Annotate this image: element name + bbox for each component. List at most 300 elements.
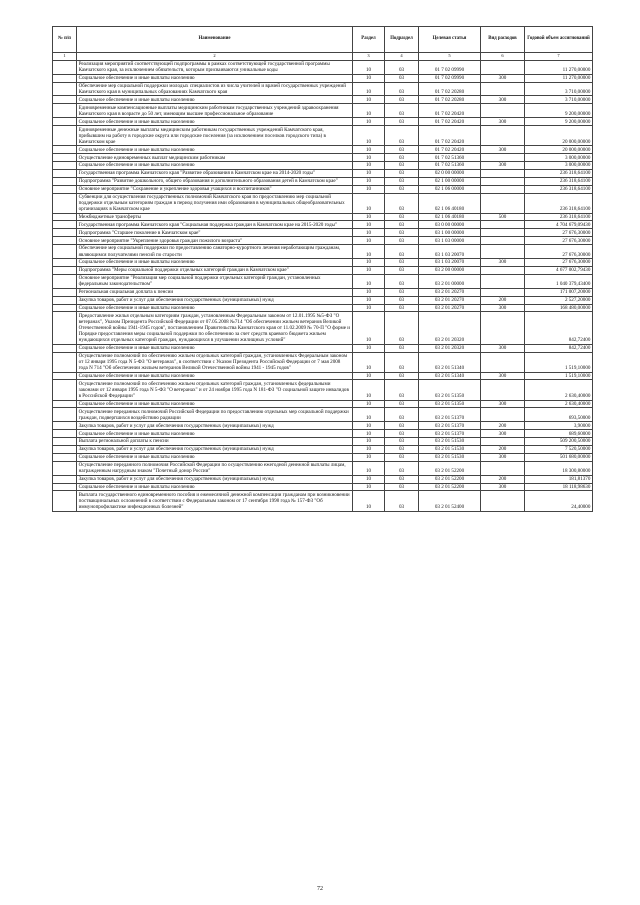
row-razdel-cell: 10 — [353, 453, 385, 461]
row-expense-type-cell — [481, 185, 525, 193]
row-razdel-cell: 10 — [353, 304, 385, 312]
row-name-cell: Единовременные денежные выплаты медицинским работникам государственных учреждений Камчатского края, прибывшим на работу в городские округа или городские поселения (за исключением поселков городского типа) в Камчатском крае — [77, 126, 353, 146]
row-expense-type-cell: 300 — [481, 304, 525, 312]
row-amount-cell: 168 480,00000 — [525, 304, 593, 312]
table-row — [53, 288, 593, 296]
row-target-article-cell: 03 1 03 20070 — [419, 245, 481, 259]
budget-table — [52, 26, 593, 512]
row-name-cell: Социальное обеспечение и иные выплаты населению — [77, 372, 353, 380]
row-target-article-cell: 03 2 01 51350 — [419, 380, 481, 400]
row-razdel-cell: 10 — [353, 438, 385, 446]
row-podrazdel-cell: 03 — [385, 483, 419, 491]
row-name-cell: Реализация мероприятий соответствующей подпрограммы в рамках соответствующей государственной программы Камчатского края, за исключением обязательств, которым присваиваются уникальные коды — [77, 60, 353, 74]
row-number-cell — [53, 312, 77, 344]
row-razdel-cell: 10 — [353, 229, 385, 237]
row-number-cell — [53, 118, 77, 126]
row-name-cell: Закупка товаров, работ и услуг для обеспечения государственных (муниципальных) нужд — [77, 296, 353, 304]
row-razdel-cell: 10 — [353, 162, 385, 170]
row-amount-cell: 9 200,00000 — [525, 118, 593, 126]
row-expense-type-cell — [481, 491, 525, 511]
table-row — [53, 60, 593, 74]
row-expense-type-cell — [481, 229, 525, 237]
row-number-cell — [53, 438, 77, 446]
header-row — [53, 27, 593, 53]
table-row — [53, 352, 593, 372]
row-amount-cell: 2 630,40000 — [525, 380, 593, 400]
row-amount-cell: 27 676,30000 — [525, 245, 593, 259]
row-amount-cell: 236 318,64100 — [525, 177, 593, 185]
table-row — [53, 475, 593, 483]
row-expense-type-cell: 300 — [481, 162, 525, 170]
row-razdel-cell: 10 — [353, 213, 385, 221]
row-podrazdel-cell: 03 — [385, 213, 419, 221]
row-expense-type-cell: 300 — [481, 400, 525, 408]
row-amount-cell: 236 318,64100 — [525, 193, 593, 213]
row-expense-type-cell — [481, 177, 525, 185]
row-razdel-cell: 10 — [353, 491, 385, 511]
row-expense-type-cell — [481, 221, 525, 229]
row-name-cell: Выплата региональной доплаты к пенсии — [77, 438, 353, 446]
row-razdel-cell: 10 — [353, 221, 385, 229]
row-name-cell: Осуществление полномочий по обеспечению жильем отдельных категорий граждан, установленных федеральными законами от 12 января 1995 года N 5-ФЗ "О ветеранах" и от 24 ноября 1995 года N 181-ФЗ "О социальной защите инвалидов в Российской Федерации" — [77, 380, 353, 400]
row-podrazdel-cell: 03 — [385, 185, 419, 193]
row-razdel-cell: 10 — [353, 146, 385, 154]
row-podrazdel-cell: 03 — [385, 245, 419, 259]
row-razdel-cell: 10 — [353, 185, 385, 193]
row-expense-type-cell: 300 — [481, 430, 525, 438]
row-podrazdel-cell: 03 — [385, 104, 419, 118]
row-number-cell — [53, 408, 77, 422]
row-expense-type-cell — [481, 438, 525, 446]
row-target-article-cell: 03 2 00 00000 — [419, 266, 481, 274]
row-podrazdel-cell: 03 — [385, 96, 419, 104]
row-amount-cell: 171 007,20000 — [525, 288, 593, 296]
row-amount-cell: 842,72400 — [525, 344, 593, 352]
row-razdel-cell: 10 — [353, 483, 385, 491]
row-amount-cell: 236 318,64100 — [525, 213, 593, 221]
row-expense-type-cell — [481, 193, 525, 213]
table-row — [53, 344, 593, 352]
row-target-article-cell: 03 2 01 52400 — [419, 491, 481, 511]
row-amount-cell: 20 000,00000 — [525, 126, 593, 146]
row-expense-type-cell: 200 — [481, 475, 525, 483]
row-razdel-cell: 10 — [353, 445, 385, 453]
row-podrazdel-cell: 03 — [385, 221, 419, 229]
col-number: 2 — [77, 52, 353, 60]
row-podrazdel-cell: 03 — [385, 296, 419, 304]
row-expense-type-cell — [481, 169, 525, 177]
row-target-article-cell: 03 1 03 00000 — [419, 237, 481, 245]
row-target-article-cell: 02 1 06 40180 — [419, 213, 481, 221]
row-podrazdel-cell: 03 — [385, 60, 419, 74]
table-row — [53, 259, 593, 267]
table-row — [53, 245, 593, 259]
row-number-cell — [53, 453, 77, 461]
row-podrazdel-cell: 03 — [385, 304, 419, 312]
table-row — [53, 445, 593, 453]
row-number-cell — [53, 229, 77, 237]
table-row — [53, 177, 593, 185]
row-number-cell — [53, 491, 77, 511]
row-name-cell: Закупка товаров, работ и услуг для обеспечения государственных (муниципальных) нужд — [77, 422, 353, 430]
table-row — [53, 483, 593, 491]
row-target-article-cell: 01 7 02 51360 — [419, 162, 481, 170]
table-row — [53, 461, 593, 475]
row-amount-cell: 9 200,00000 — [525, 104, 593, 118]
row-target-article-cell: 01 7 02 20280 — [419, 82, 481, 96]
row-podrazdel-cell: 03 — [385, 430, 419, 438]
row-target-article-cell: 03 2 01 20320 — [419, 312, 481, 344]
row-razdel-cell: 10 — [353, 266, 385, 274]
table-row — [53, 96, 593, 104]
row-podrazdel-cell: 03 — [385, 126, 419, 146]
row-target-article-cell: 03 2 01 20270 — [419, 304, 481, 312]
row-target-article-cell: 03 2 01 20270 — [419, 288, 481, 296]
row-podrazdel-cell: 03 — [385, 274, 419, 288]
row-name-cell: Осуществление полномочий по обеспечению жильем отдельных категорий граждан, установленных Федеральным законом от 12 января 1995 года N 5-ФЗ "О ветеранах", в соответствии с Указом Президента Российской Федерации от 7 мая 2008 года N 714 "Об обеспечении жильем ветеранов Великой Отечественной войны 1941 - 1945 годов" — [77, 352, 353, 372]
row-podrazdel-cell: 03 — [385, 146, 419, 154]
row-amount-cell: 20 000,00000 — [525, 146, 593, 154]
row-number-cell — [53, 274, 77, 288]
row-target-article-cell: 03 2 01 52200 — [419, 475, 481, 483]
row-expense-type-cell — [481, 288, 525, 296]
row-amount-cell: 3,90000 — [525, 422, 593, 430]
row-target-article-cell: 03 1 00 00000 — [419, 229, 481, 237]
row-razdel-cell: 10 — [353, 96, 385, 104]
col-header-razdel: Раздел — [353, 27, 385, 53]
row-name-cell: Основное мероприятие "Укрепление здоровья граждан пожилого возраста" — [77, 237, 353, 245]
table-row — [53, 169, 593, 177]
row-razdel-cell: 10 — [353, 288, 385, 296]
row-podrazdel-cell: 03 — [385, 400, 419, 408]
row-amount-cell: 3 000,00000 — [525, 162, 593, 170]
row-expense-type-cell: 500 — [481, 213, 525, 221]
row-amount-cell: 18 118,98630 — [525, 483, 593, 491]
row-number-cell — [53, 288, 77, 296]
row-number-cell — [53, 154, 77, 162]
row-name-cell: Обеспечение мер социальной поддержки молодых специалистов из числа учителей и врачей государственных учреждений Камчатского края в муниципальных образованиях Камчатского края — [77, 82, 353, 96]
table-row — [53, 126, 593, 146]
row-amount-cell: 842,72400 — [525, 312, 593, 344]
row-amount-cell: 27 676,30000 — [525, 229, 593, 237]
row-amount-cell: 27 676,30000 — [525, 259, 593, 267]
row-podrazdel-cell: 03 — [385, 288, 419, 296]
row-razdel-cell: 10 — [353, 82, 385, 96]
row-podrazdel-cell: 03 — [385, 380, 419, 400]
row-number-cell — [53, 344, 77, 352]
row-amount-cell: 3 710,00000 — [525, 96, 593, 104]
row-name-cell: Социальное обеспечение и иные выплаты населению — [77, 430, 353, 438]
row-expense-type-cell: 200 — [481, 445, 525, 453]
table-row — [53, 162, 593, 170]
row-razdel-cell: 10 — [353, 430, 385, 438]
row-expense-type-cell: 300 — [481, 118, 525, 126]
row-target-article-cell: 03 2 01 51370 — [419, 430, 481, 438]
row-target-article-cell: 02 1 06 40180 — [419, 193, 481, 213]
table-row — [53, 154, 593, 162]
row-expense-type-cell: 300 — [481, 453, 525, 461]
table-row — [53, 104, 593, 118]
table-row — [53, 118, 593, 126]
row-number-cell — [53, 177, 77, 185]
row-number-cell — [53, 304, 77, 312]
row-razdel-cell: 10 — [353, 60, 385, 74]
row-podrazdel-cell: 03 — [385, 422, 419, 430]
row-name-cell: Закупка товаров, работ и услуг для обеспечения государственных (муниципальных) нужд — [77, 475, 353, 483]
table-row — [53, 221, 593, 229]
row-expense-type-cell: 300 — [481, 372, 525, 380]
row-expense-type-cell — [481, 274, 525, 288]
row-amount-cell: 1 040 379,43400 — [525, 274, 593, 288]
row-number-cell — [53, 104, 77, 118]
row-expense-type-cell: 300 — [481, 74, 525, 82]
table-row — [53, 408, 593, 422]
row-podrazdel-cell: 03 — [385, 438, 419, 446]
row-name-cell: Основное мероприятие "Сохранение и укрепление здоровья учащихся и воспитанников" — [77, 185, 353, 193]
row-name-cell: Региональная социальная доплата к пенсии — [77, 288, 353, 296]
row-razdel-cell: 10 — [353, 380, 385, 400]
table-row — [53, 146, 593, 154]
row-razdel-cell: 10 — [353, 296, 385, 304]
row-name-cell: Межбюджетные трансферты — [77, 213, 353, 221]
row-name-cell: Социальное обеспечение и иные выплаты населению — [77, 96, 353, 104]
column-number-row — [53, 52, 593, 60]
row-podrazdel-cell: 03 — [385, 193, 419, 213]
row-expense-type-cell — [481, 237, 525, 245]
row-podrazdel-cell: 03 — [385, 177, 419, 185]
row-number-cell — [53, 82, 77, 96]
table-row — [53, 380, 593, 400]
row-podrazdel-cell: 03 — [385, 475, 419, 483]
row-expense-type-cell — [481, 82, 525, 96]
row-number-cell — [53, 483, 77, 491]
row-number-cell — [53, 169, 77, 177]
row-number-cell — [53, 461, 77, 475]
row-podrazdel-cell: 03 — [385, 453, 419, 461]
row-razdel-cell: 10 — [353, 169, 385, 177]
row-number-cell — [53, 245, 77, 259]
col-number: 3 — [353, 52, 385, 60]
row-target-article-cell: 03 2 01 20320 — [419, 344, 481, 352]
row-amount-cell: 1 519,10000 — [525, 352, 593, 372]
row-target-article-cell: 03 2 01 51370 — [419, 422, 481, 430]
row-razdel-cell: 10 — [353, 245, 385, 259]
row-name-cell: Подпрограмма "Развитие дошкольного, общего образования и дополнительного образования детей в Камчатском крае" — [77, 177, 353, 185]
row-name-cell: Социальное обеспечение и иные выплаты населению — [77, 453, 353, 461]
row-expense-type-cell: 300 — [481, 96, 525, 104]
row-amount-cell: 236 318,64100 — [525, 185, 593, 193]
row-podrazdel-cell: 03 — [385, 82, 419, 96]
page-number: 72 — [317, 886, 323, 892]
col-header-target-article: Целевая статья — [419, 27, 481, 53]
row-razdel-cell: 10 — [353, 154, 385, 162]
row-number-cell — [53, 445, 77, 453]
row-number-cell — [53, 60, 77, 74]
col-header-expense-type: Вид расходов — [481, 27, 525, 53]
row-name-cell: Подпрограмма "Меры социальной поддержки отдельных категорий граждан в Камчатском крае" — [77, 266, 353, 274]
table-row — [53, 453, 593, 461]
row-number-cell — [53, 266, 77, 274]
row-podrazdel-cell: 03 — [385, 162, 419, 170]
row-name-cell: Осуществление единовременных выплат медицинским работникам — [77, 154, 353, 162]
row-podrazdel-cell: 03 — [385, 408, 419, 422]
row-name-cell: Социальное обеспечение и иные выплаты населению — [77, 74, 353, 82]
row-name-cell: Обеспечение мер социальной поддержки по предоставлению санаторно-курортного лечения неработающим гражданам, являющимся получателями пенсий по старости — [77, 245, 353, 259]
row-target-article-cell: 03 0 00 00000 — [419, 221, 481, 229]
row-target-article-cell: 01 7 02 20420 — [419, 126, 481, 146]
table-row — [53, 82, 593, 96]
col-number: 5 — [419, 52, 481, 60]
row-name-cell: Закупка товаров, работ и услуг для обеспечения государственных (муниципальных) нужд — [77, 445, 353, 453]
row-razdel-cell: 10 — [353, 400, 385, 408]
row-podrazdel-cell: 03 — [385, 344, 419, 352]
row-podrazdel-cell: 03 — [385, 154, 419, 162]
row-number-cell — [53, 352, 77, 372]
row-razdel-cell: 10 — [353, 237, 385, 245]
row-number-cell — [53, 422, 77, 430]
row-target-article-cell: 03 2 01 52200 — [419, 461, 481, 475]
row-name-cell: Государственная программа Камчатского края "Социальная поддержка граждан в Камчатском крае на 2015-2020 годы" — [77, 221, 353, 229]
row-expense-type-cell — [481, 380, 525, 400]
row-amount-cell: 3 000,00000 — [525, 154, 593, 162]
row-podrazdel-cell: 03 — [385, 491, 419, 511]
table-row — [53, 296, 593, 304]
row-name-cell: Социальное обеспечение и иные выплаты населению — [77, 259, 353, 267]
row-razdel-cell: 10 — [353, 104, 385, 118]
row-expense-type-cell — [481, 245, 525, 259]
row-razdel-cell: 10 — [353, 461, 385, 475]
row-target-article-cell: 01 7 02 20420 — [419, 146, 481, 154]
row-razdel-cell: 10 — [353, 259, 385, 267]
col-number: 1 — [53, 52, 77, 60]
row-razdel-cell: 10 — [353, 408, 385, 422]
row-expense-type-cell: 300 — [481, 259, 525, 267]
row-amount-cell: 4 704 679,09430 — [525, 221, 593, 229]
row-target-article-cell: 03 2 01 00000 — [419, 274, 481, 288]
row-amount-cell: 4 677 002,79430 — [525, 266, 593, 274]
row-podrazdel-cell: 03 — [385, 74, 419, 82]
row-razdel-cell: 10 — [353, 312, 385, 344]
row-target-article-cell: 03 2 01 51370 — [419, 408, 481, 422]
row-name-cell: Осуществление переданных полномочий Российской Федерации по предоставлению отдельных мер социальной поддержки граждан, подвергшихся воздействию радиации — [77, 408, 353, 422]
col-header-podrazdel: Подраздел — [385, 27, 419, 53]
row-number-cell — [53, 213, 77, 221]
row-podrazdel-cell: 03 — [385, 259, 419, 267]
row-name-cell: Социальное обеспечение и иные выплаты населению — [77, 483, 353, 491]
row-razdel-cell: 10 — [353, 177, 385, 185]
row-number-cell — [53, 372, 77, 380]
row-amount-cell: 509 200,50000 — [525, 438, 593, 446]
row-amount-cell: 693,50000 — [525, 408, 593, 422]
row-expense-type-cell: 300 — [481, 344, 525, 352]
row-amount-cell: 11 270,00000 — [525, 74, 593, 82]
table-row — [53, 438, 593, 446]
row-amount-cell: 689,60000 — [525, 430, 593, 438]
row-target-article-cell: 01 7 02 09990 — [419, 60, 481, 74]
row-expense-type-cell — [481, 461, 525, 475]
row-expense-type-cell — [481, 126, 525, 146]
row-razdel-cell: 10 — [353, 352, 385, 372]
row-amount-cell: 3 710,00000 — [525, 82, 593, 96]
row-target-article-cell: 01 7 02 20420 — [419, 104, 481, 118]
row-name-cell: Выплата государственного единовременного пособия и ежемесячной денежной компенсации гражданам при возникновении поствакцинальных осложнений в соответствии с Федеральным законом от 17 сентября 1998 года № 157-ФЗ "Об иммунопрофилактике инфекционных болезней" — [77, 491, 353, 511]
row-number-cell — [53, 380, 77, 400]
row-razdel-cell: 10 — [353, 344, 385, 352]
col-header-annual-amount: Годовой объем ассигнований — [525, 27, 593, 53]
row-target-article-cell: 03 2 01 51530 — [419, 438, 481, 446]
table-row — [53, 213, 593, 221]
row-razdel-cell: 10 — [353, 422, 385, 430]
table-row — [53, 274, 593, 288]
row-amount-cell: 1 519,10000 — [525, 372, 593, 380]
row-amount-cell: 2 630,40000 — [525, 400, 593, 408]
row-target-article-cell: 03 2 01 20270 — [419, 296, 481, 304]
row-target-article-cell: 02 1 00 00000 — [419, 177, 481, 185]
row-target-article-cell: 03 1 03 20070 — [419, 259, 481, 267]
row-amount-cell: 7 520,50000 — [525, 445, 593, 453]
budget-table-sheet — [52, 26, 592, 512]
table-row — [53, 193, 593, 213]
row-name-cell: Социальное обеспечение и иные выплаты населению — [77, 344, 353, 352]
row-number-cell — [53, 185, 77, 193]
row-expense-type-cell — [481, 104, 525, 118]
table-row — [53, 422, 593, 430]
row-target-article-cell: 01 7 02 51360 — [419, 154, 481, 162]
table-row — [53, 400, 593, 408]
row-target-article-cell: 02 0 00 00000 — [419, 169, 481, 177]
row-expense-type-cell: 300 — [481, 146, 525, 154]
row-name-cell: Социальное обеспечение и иные выплаты населению — [77, 400, 353, 408]
row-number-cell — [53, 126, 77, 146]
col-header-number: № п/п — [53, 27, 77, 53]
row-expense-type-cell — [481, 312, 525, 344]
table-row — [53, 229, 593, 237]
col-header-name: Наименование — [77, 27, 353, 53]
row-name-cell: Единовременные компенсационные выплаты медицинским работникам государственных учреждений здравоохранения Камчатского края в возрасте до 50 лет, имеющим высшее профессиональное образование — [77, 104, 353, 118]
row-number-cell — [53, 221, 77, 229]
row-number-cell — [53, 146, 77, 154]
table-row — [53, 312, 593, 344]
row-amount-cell: 24,40000 — [525, 491, 593, 511]
table-row — [53, 491, 593, 511]
row-razdel-cell: 10 — [353, 126, 385, 146]
row-razdel-cell: 10 — [353, 475, 385, 483]
col-number: 6 — [481, 52, 525, 60]
row-amount-cell: 27 676,30000 — [525, 237, 593, 245]
row-podrazdel-cell: 03 — [385, 229, 419, 237]
row-name-cell: Предоставление жилья отдельным категориям граждан, установленным Федеральным законом от 12.01.1995 №5-ФЗ "О ветеранах", Указом Президента Российской Федерации от 07.05.2008 №714 "Об обеспечении жильем ветеранов Великой Отечественной войны 1941-1945 годов", постановлением Правительства Камчатского края от 11.02.2009 № 70-П "О форме и Порядке предоставления меры социальной поддержки по обеспечению за счет средств краевого бюджета жильем нуждающихся отдельных категорий граждан, нуждающихся в улучшении жилищных условий" — [77, 312, 353, 344]
row-razdel-cell: 10 — [353, 118, 385, 126]
row-podrazdel-cell: 03 — [385, 169, 419, 177]
row-amount-cell: 501 680,00000 — [525, 453, 593, 461]
table-row — [53, 430, 593, 438]
row-expense-type-cell: 200 — [481, 422, 525, 430]
row-name-cell: Подпрограмма "Старшее поколение в Камчатском крае" — [77, 229, 353, 237]
row-amount-cell: 181,81370 — [525, 475, 593, 483]
row-name-cell: Государственная программа Камчатского края "Развитие образования в Камчатском крае на 2014-2020 годы" — [77, 169, 353, 177]
row-expense-type-cell: 200 — [481, 296, 525, 304]
row-name-cell: Субвенции для осуществления государственных полномочий Камчатского края по предоставлению мер социальной поддержки отдельным категориям граждан в период получения ими образования в муниципальных общеобразовательных организациях в Камчатском крае — [77, 193, 353, 213]
row-podrazdel-cell: 03 — [385, 372, 419, 380]
row-name-cell: Социальное обеспечение и иные выплаты населению — [77, 304, 353, 312]
row-expense-type-cell — [481, 154, 525, 162]
row-target-article-cell: 01 7 02 20420 — [419, 118, 481, 126]
row-podrazdel-cell: 03 — [385, 445, 419, 453]
row-razdel-cell: 10 — [353, 74, 385, 82]
row-target-article-cell: 01 7 02 20280 — [419, 96, 481, 104]
row-podrazdel-cell: 03 — [385, 118, 419, 126]
row-amount-cell: 2 527,20000 — [525, 296, 593, 304]
